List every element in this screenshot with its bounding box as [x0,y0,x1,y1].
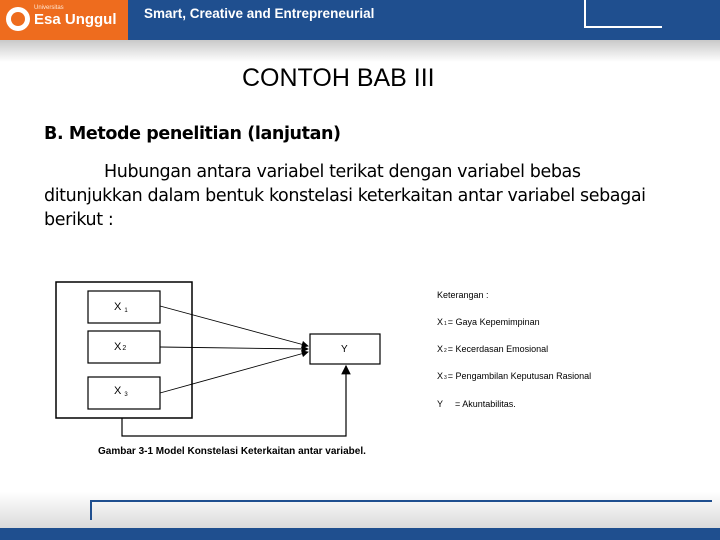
logo-small-text: Universitas [34,5,64,11]
variable-label-x1: X 1 [114,301,128,314]
variable-box-x1 [88,291,160,323]
arrow-x3-to-y [160,352,308,393]
logo-emblem-icon [6,7,30,31]
body-paragraph-text: Hubungan antara variabel terikat dengan variabel bebas ditunjukkan dalam bentuk konstelasi keterkaitan antar variabel sebagai berikut : [44,162,646,230]
diagram-caption: Gambar 3-1 Model Konstelasi Keterkaitan antar variabel. [98,446,366,457]
arrow-x2-to-y [160,347,308,349]
arrow-x1-to-y [160,306,308,346]
slide-title: CONTOH BAB III [242,64,435,92]
legend-item-x3: X3= Pengambilan Keputusan Rasional [437,371,592,381]
legend-item-x1: X1= Gaya Kepemimpinan [437,317,540,327]
variable-label-x2: X2 [114,341,127,353]
legend-item-x2: X2= Kecerdasan Emosional [437,344,549,354]
legend-title: Keterangan : [437,290,489,300]
constellation-diagram [0,270,720,470]
footer-bar [0,528,720,540]
legend-item-y: Y = Akuntabilitas. [437,399,516,409]
logo-name: Esa Unggul [34,11,117,28]
section-heading: B. Metode penelitian (lanjutan) [44,124,341,144]
university-logo [0,0,128,40]
body-paragraph [44,160,684,232]
header-bar [0,0,720,40]
header-decoration [584,0,662,28]
variable-label-x3: X 3 [114,385,128,398]
top-gradient-band [0,40,720,62]
dependent-variable-label-y: Y [341,344,348,355]
tagline: Smart, Creative and Entrepreneurial [144,6,375,21]
footer-decoration [90,500,712,520]
